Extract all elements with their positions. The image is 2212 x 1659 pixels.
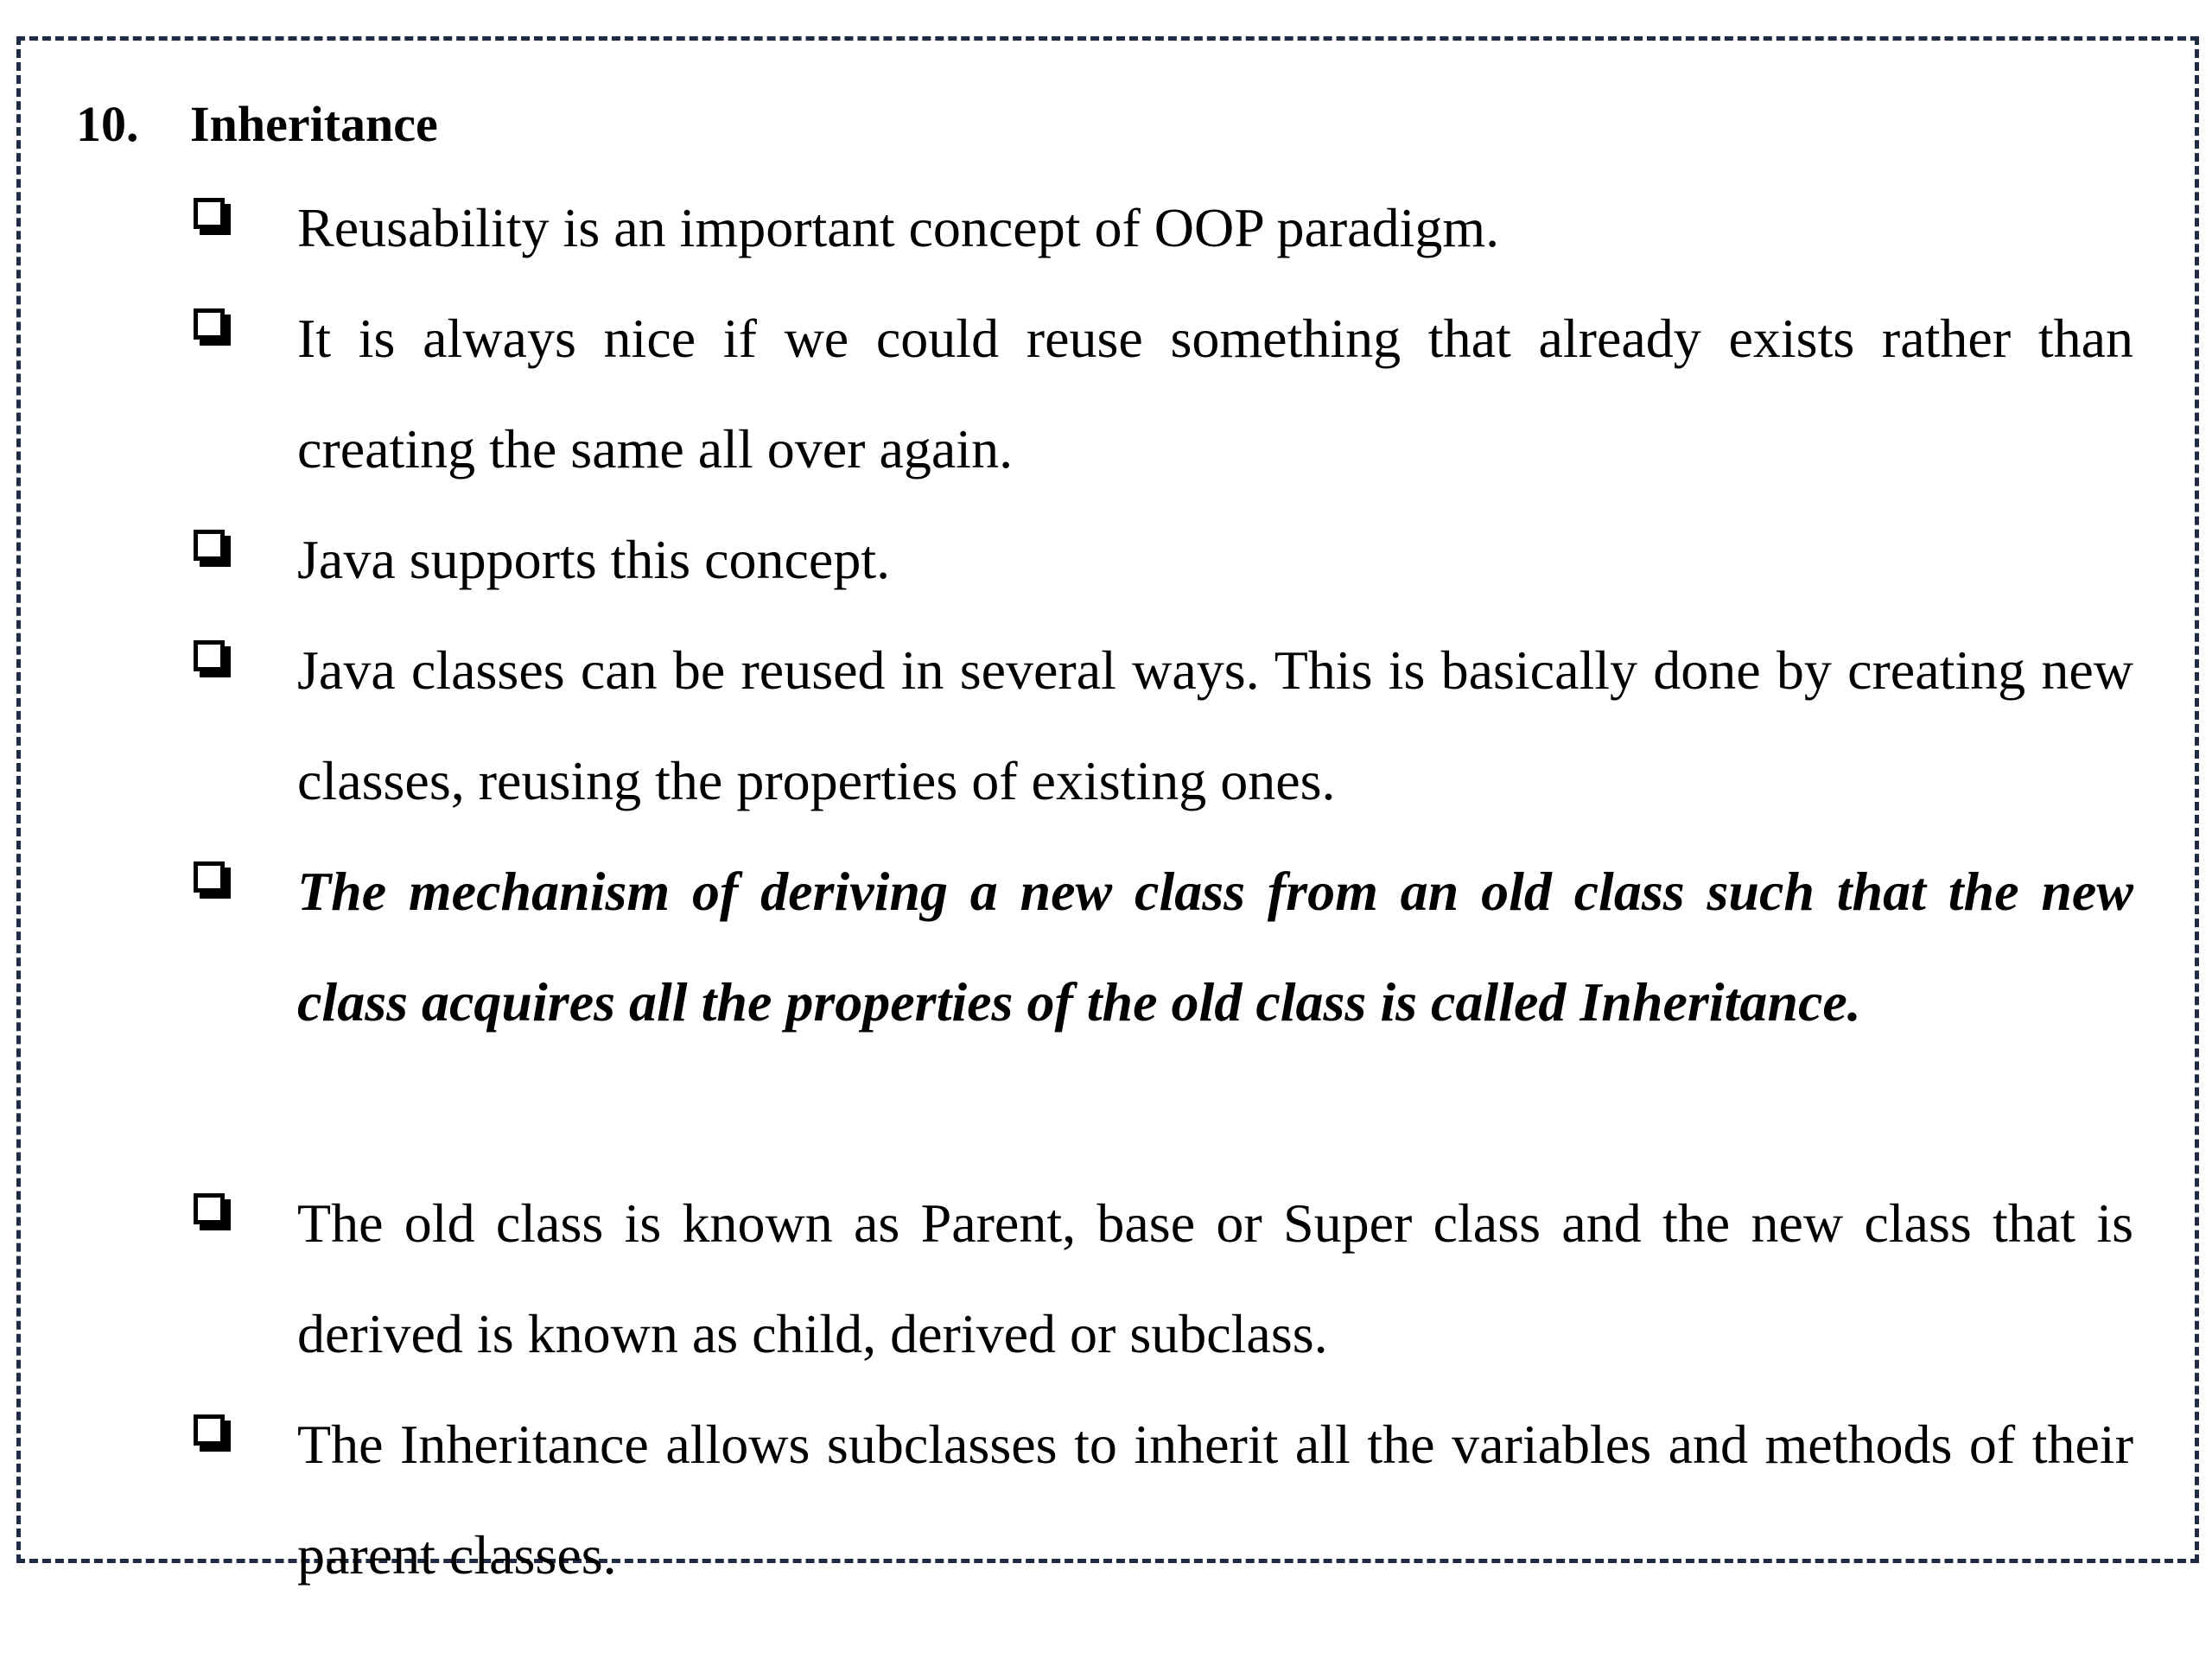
list-item-text: Reusability is an important concept of OOP paradigm.: [297, 197, 1500, 258]
list-item-text: Java supports this concept.: [297, 529, 891, 590]
checkbox-square-icon: [194, 308, 232, 346]
checkbox-square-icon: [194, 640, 232, 678]
list-item-text: The Inheritance allows subclasses to inherit all the variables and methods of their parent classes.: [297, 1414, 2133, 1586]
checkbox-square-icon: [194, 1414, 232, 1452]
list-item-text: Java classes can be reused in several ways. This is basically done by creating new classes, reusing the properties of existing ones.: [297, 639, 2133, 811]
definition-text: The mechanism of deriving a new class from an old class such that the new class acquires all the properties of the old class is called Inheritance.: [297, 861, 2133, 1033]
list-item-text: It is always nice if we could reuse something that already exists rather than creating the same all over again.: [297, 308, 2133, 480]
checkbox-square-icon: [194, 198, 232, 236]
checkbox-square-icon: [194, 1193, 232, 1231]
checkbox-square-icon: [194, 861, 232, 899]
list-item-text: The old class is known as Parent, base or Super class and the new class that is derived is known as child, derived or subclass.: [297, 1192, 2133, 1364]
checkbox-square-icon: [194, 530, 232, 568]
section-title: Inheritance: [190, 96, 438, 152]
section-number: 10.: [76, 96, 139, 152]
section-heading: [76, 90, 438, 159]
